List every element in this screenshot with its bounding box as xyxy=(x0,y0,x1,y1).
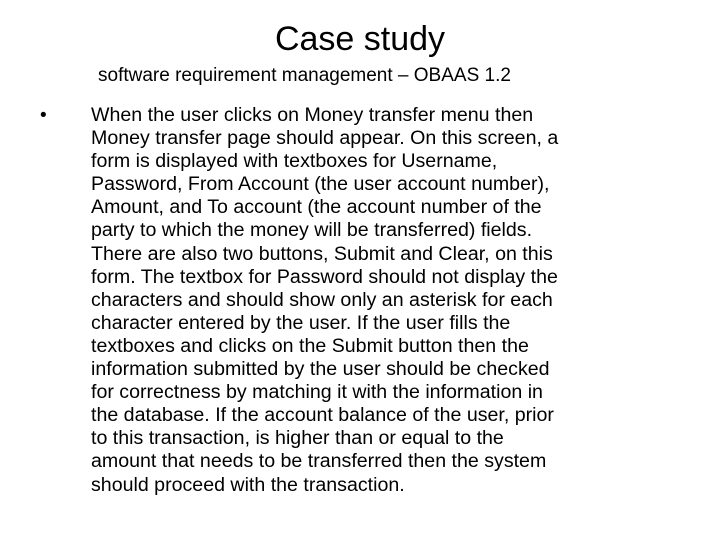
bullet-marker: • xyxy=(40,105,47,126)
slide-subtitle: software requirement management – OBAAS 1.2 xyxy=(98,65,511,86)
slide-title: Case study xyxy=(274,20,446,58)
bullet-text: When the user clicks on Money transfer menu then Money transfer page should appear. On this screen, a form is displayed with textboxes for Username, Password, From Account (the user account number), Amount, and To account (the account number of the party to which the money will be transferred) fields. There are also two buttons, Submit and Clear, on this form. The textbox for Password should not display the characters and should show only an asterisk for each character entered by the user. If the user fills the textboxes and clicks on the Submit button then the information submitted by the user should be checked for correctness by matching it with the information in the database. If the account balance of the user, prior to this transaction, is higher than or equal to the amount that needs to be transferred then the system should proceed with the transaction. xyxy=(91,104,559,496)
